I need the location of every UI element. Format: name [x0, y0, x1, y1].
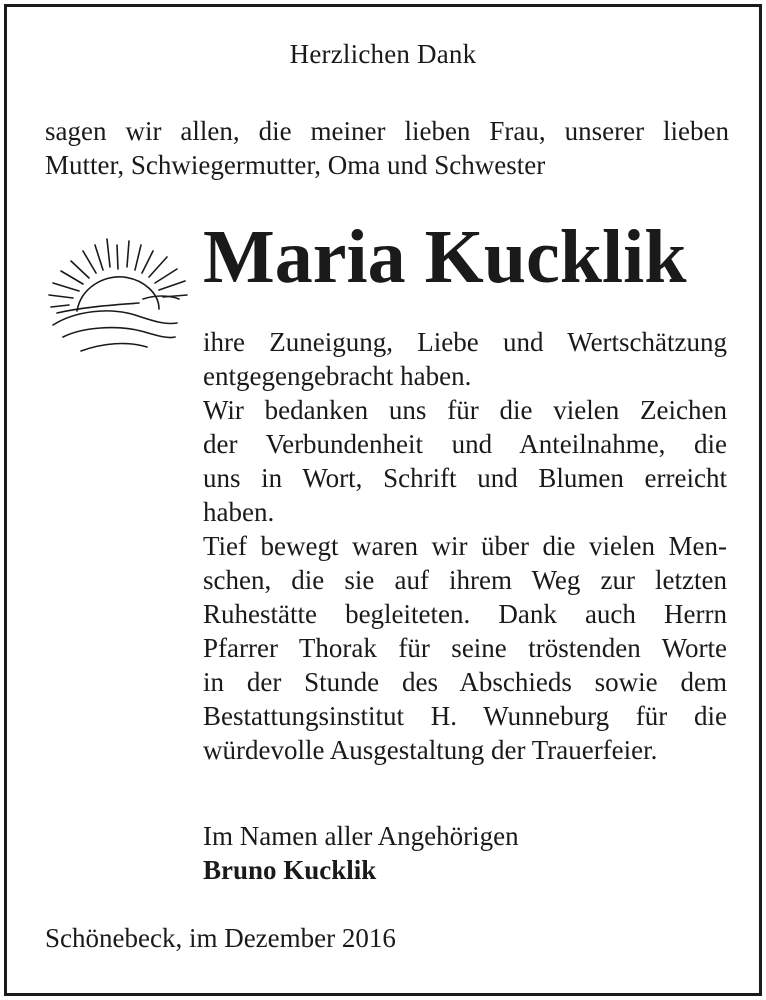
sunset-icon [43, 233, 193, 357]
signer-name: Bruno Kucklik [203, 855, 377, 885]
closing-block [203, 819, 519, 887]
intro-line: Mutter, Schwiegermutter, Oma und Schwester [45, 150, 546, 180]
body-line: ihre Zuneigung, Liebe und Wertschätzung [203, 327, 727, 357]
body-line: würdevolle Ausgestaltung der Trauerfeier. [203, 735, 658, 765]
intro-line: sagen wir allen, die meiner lieben Frau, unserer lieben [45, 116, 729, 146]
deceased-name: Maria Kucklik [203, 215, 687, 299]
place-date: Schönebeck, im Dezember 2016 [45, 923, 396, 953]
intro-text [45, 114, 729, 182]
body-line: entgegengebracht haben. [203, 361, 472, 391]
notice-heading: Herzlichen Dank [289, 39, 477, 69]
body-line: Ruhestätte begleiteten. Dank auch Herrn [203, 599, 727, 629]
body-line: haben. [203, 497, 275, 527]
body-line: Pfarrer Thorak für seine tröstenden Worte [203, 633, 727, 663]
obituary-notice [4, 4, 762, 996]
body-line: Tief bewegt waren wir über die vielen Men- [203, 531, 727, 561]
body-line: schen, die sie auf ihrem Weg zur letzten [203, 565, 727, 595]
body-line: Wir bedanken uns für die vielen Zeichen [203, 395, 727, 425]
regards-line: Im Namen aller Angehörigen [203, 821, 519, 851]
body-line: uns in Wort, Schrift und Blumen erreicht [203, 463, 727, 493]
body-text [203, 325, 727, 767]
body-line: der Verbundenheit und Anteilnahme, die [203, 429, 727, 459]
body-line: in der Stunde des Abschieds sowie dem [203, 667, 727, 697]
body-line: Bestattungsinstitut H. Wunneburg für die [203, 701, 727, 731]
